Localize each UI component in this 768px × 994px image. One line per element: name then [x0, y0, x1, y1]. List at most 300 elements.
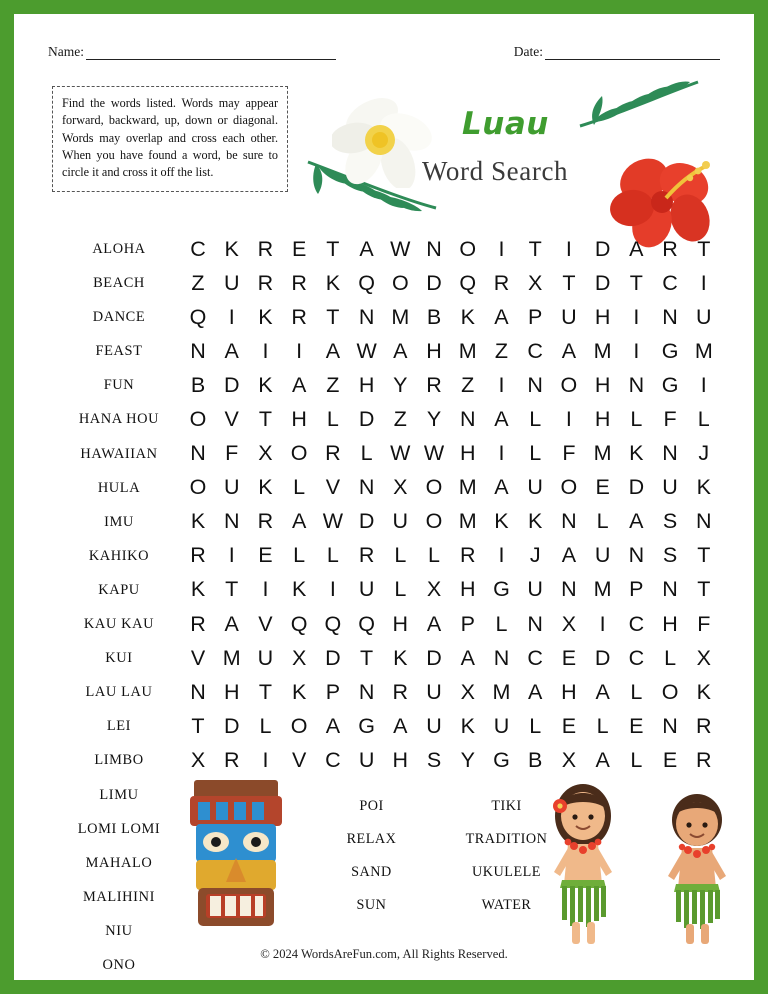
grid-row — [182, 266, 720, 300]
grid-cell[interactable]: A — [595, 679, 610, 704]
grid-cell[interactable]: U — [426, 679, 442, 704]
grid-cell[interactable]: U — [561, 304, 577, 329]
grid-cell[interactable]: T — [528, 236, 542, 261]
grid-cell[interactable]: N — [662, 713, 678, 738]
grid-cell[interactable]: X — [393, 475, 408, 500]
grid-cell[interactable]: D — [594, 270, 611, 295]
grid-cell[interactable]: A — [561, 338, 577, 363]
grid-cell[interactable]: L — [630, 747, 643, 772]
word-list-item: BEACH — [93, 275, 145, 292]
grid-cell[interactable]: E — [291, 236, 307, 261]
grid-cell[interactable]: M — [391, 304, 410, 329]
grid-cell[interactable]: L — [326, 543, 339, 568]
grid-cell[interactable]: B — [190, 372, 206, 397]
grid-cell[interactable]: E — [561, 645, 577, 670]
grid-cell[interactable]: W — [423, 441, 445, 466]
word-list-item: HANA HOU — [78, 411, 160, 428]
grid-cell[interactable]: N — [223, 509, 240, 534]
grid-cell[interactable]: B — [426, 304, 442, 329]
grid-cell[interactable]: G — [661, 338, 679, 363]
grid-cell[interactable]: T — [258, 407, 272, 432]
grid-cell[interactable]: Q — [358, 611, 375, 636]
grid-cell[interactable]: X — [561, 747, 577, 772]
grid-cell[interactable]: I — [498, 372, 505, 397]
grid-cell[interactable]: N — [662, 577, 678, 602]
name-label: Name: — [48, 44, 84, 59]
grid-cell[interactable]: I — [633, 338, 640, 363]
grid-cell[interactable]: G — [661, 372, 679, 397]
grid-cell[interactable]: N — [358, 304, 375, 329]
word-list-item: LAU LAU — [85, 684, 153, 701]
grid-cell[interactable]: I — [262, 338, 269, 363]
grid-cell[interactable]: K — [460, 304, 475, 329]
grid-cell[interactable]: N — [426, 236, 442, 261]
grid-cell[interactable]: N — [662, 304, 678, 329]
grid-cell[interactable]: K — [696, 475, 711, 500]
grid-cell[interactable]: R — [325, 441, 341, 466]
grid-cell[interactable]: T — [258, 679, 272, 704]
grid-cell[interactable]: K — [291, 577, 307, 602]
grid-cell[interactable]: H — [594, 407, 611, 432]
grid-cell[interactable]: A — [393, 713, 408, 738]
date-label: Date: — [513, 44, 543, 59]
grid-cell[interactable]: M — [593, 577, 612, 602]
grid-cell[interactable]: A — [291, 372, 307, 397]
grid-cell[interactable]: I — [262, 747, 269, 772]
grid-cell[interactable]: C — [628, 611, 645, 636]
grid-cell[interactable]: L — [293, 475, 306, 500]
grid-cell[interactable]: D — [223, 713, 240, 738]
word-list-item: KUI — [105, 650, 133, 667]
grid-cell[interactable]: D — [358, 509, 375, 534]
grid-cell[interactable]: F — [663, 407, 677, 432]
grid-cell[interactable]: U — [358, 747, 375, 772]
grid-cell[interactable]: U — [223, 270, 240, 295]
grid-cell[interactable]: N — [493, 645, 510, 670]
grid-cell[interactable]: H — [291, 407, 307, 432]
grid-cell[interactable]: B — [528, 747, 543, 772]
grid-cell[interactable]: U — [527, 475, 543, 500]
grid-cell[interactable]: K — [528, 509, 543, 534]
grid-cell[interactable]: X — [258, 441, 273, 466]
grid-cell[interactable]: O — [560, 372, 578, 397]
grid-cell[interactable]: R — [358, 543, 375, 568]
grid-cell[interactable]: F — [562, 441, 576, 466]
grid-cell[interactable]: N — [190, 338, 206, 363]
grid-cell[interactable]: R — [426, 372, 442, 397]
grid-cell[interactable]: R — [257, 270, 274, 295]
grid-cell[interactable]: V — [258, 611, 273, 636]
grid-cell[interactable]: N — [696, 509, 712, 534]
grid-cell[interactable]: O — [560, 475, 578, 500]
grid-cell[interactable]: I — [228, 543, 235, 568]
grid-cell[interactable]: H — [594, 372, 611, 397]
bottom-word-column-1 — [314, 790, 429, 922]
grid-cell[interactable]: D — [594, 236, 611, 261]
grid-cell[interactable]: Y — [426, 407, 442, 432]
grid-cell[interactable]: T — [360, 645, 374, 670]
grid-cell[interactable]: L — [596, 713, 609, 738]
grid-cell[interactable]: N — [190, 679, 206, 704]
word-list-item: HAWAIIAN — [80, 445, 158, 462]
grid-cell[interactable]: Z — [393, 407, 407, 432]
grid-cell[interactable]: Z — [326, 372, 340, 397]
grid-cell[interactable]: X — [291, 645, 307, 670]
grid-cell[interactable]: A — [595, 747, 610, 772]
grid-cell[interactable]: M — [593, 441, 612, 466]
grid-cell[interactable]: R — [696, 713, 712, 738]
grid-row — [182, 573, 720, 607]
grid-cell[interactable]: L — [394, 543, 407, 568]
grid-cell[interactable]: K — [629, 441, 644, 466]
grid-cell[interactable]: I — [565, 407, 572, 432]
grid-cell[interactable]: E — [258, 543, 273, 568]
grid-cell[interactable]: A — [224, 338, 239, 363]
grid-cell[interactable]: X — [561, 611, 577, 636]
grid-cell[interactable]: Q — [189, 304, 207, 329]
grid-cell[interactable]: L — [529, 713, 542, 738]
grid-cell[interactable]: T — [326, 304, 340, 329]
grid-cell[interactable]: L — [394, 577, 407, 602]
grid-cell[interactable]: X — [426, 577, 442, 602]
grid-cell[interactable]: Q — [358, 270, 375, 295]
grid-cell[interactable]: U — [257, 645, 274, 670]
grid-cell[interactable]: L — [529, 441, 542, 466]
grid-cell[interactable]: F — [697, 611, 711, 636]
grid-cell[interactable]: R — [696, 747, 712, 772]
grid-cell[interactable]: M — [593, 338, 612, 363]
grid-row — [182, 437, 720, 471]
grid-cell[interactable]: L — [529, 407, 542, 432]
grid-cell[interactable]: A — [494, 475, 509, 500]
grid-cell[interactable]: G — [493, 577, 510, 602]
grid-cell[interactable]: E — [629, 713, 644, 738]
grid-cell[interactable]: R — [190, 611, 206, 636]
grid-cell[interactable]: N — [561, 509, 577, 534]
grid-row — [182, 402, 720, 436]
grid-cell[interactable]: H — [561, 679, 577, 704]
grid-cell[interactable]: S — [662, 543, 678, 568]
grid-cell[interactable]: M — [694, 338, 713, 363]
grid-cell[interactable]: W — [356, 338, 377, 363]
grid-cell[interactable]: U — [426, 713, 442, 738]
grid-cell[interactable]: N — [628, 543, 645, 568]
grid-cell[interactable]: H — [459, 441, 476, 466]
grid-cell[interactable]: K — [190, 509, 206, 534]
grid-cell[interactable]: A — [629, 236, 644, 261]
name-field[interactable] — [48, 44, 336, 60]
grid-cell[interactable]: E — [595, 475, 610, 500]
grid-cell[interactable]: T — [225, 577, 239, 602]
grid-cell[interactable]: I — [498, 441, 505, 466]
grid-cell[interactable]: R — [459, 543, 476, 568]
grid-cell[interactable]: N — [459, 407, 476, 432]
grid-cell[interactable]: D — [358, 407, 375, 432]
grid-cell[interactable]: N — [662, 441, 678, 466]
instructions-box: Find the words listed. Words may appear forward, backward, up, down or diagonal. Words may overlap and cross each other. When you have found a word, be sure to circle it and cross it off the list. — [52, 86, 288, 192]
grid-cell[interactable]: W — [322, 509, 344, 534]
word-list-item: DANCE — [92, 309, 146, 326]
grid-cell[interactable]: M — [492, 679, 511, 704]
grid-cell[interactable]: A — [325, 338, 341, 363]
grid-cell[interactable]: A — [426, 611, 442, 636]
grid-cell[interactable]: M — [458, 509, 477, 534]
grid-cell[interactable]: M — [458, 475, 477, 500]
grid-cell[interactable]: U — [392, 509, 409, 534]
grid-cell[interactable]: A — [224, 611, 239, 636]
grid-cell[interactable]: U — [223, 475, 240, 500]
grid-cell[interactable]: D — [426, 270, 442, 295]
grid-cell[interactable]: H — [459, 577, 476, 602]
grid-cell[interactable]: C — [325, 747, 341, 772]
grid-cell[interactable]: H — [223, 679, 240, 704]
grid-cell[interactable]: R — [223, 747, 240, 772]
grid-cell[interactable]: U — [493, 713, 510, 738]
grid-cell[interactable]: L — [326, 407, 339, 432]
grid-cell[interactable]: I — [565, 236, 572, 261]
word-list-item: KAHIKO — [88, 547, 150, 564]
grid-cell[interactable]: A — [359, 236, 374, 261]
worksheet-sheet — [14, 14, 754, 980]
grid-cell[interactable]: O — [189, 475, 207, 500]
grid-cell[interactable]: C — [190, 236, 206, 261]
grid-cell[interactable]: C — [662, 270, 678, 295]
grid-cell[interactable]: R — [291, 304, 307, 329]
word-list-item: UKULELE — [472, 864, 541, 880]
grid-cell[interactable]: Z — [494, 338, 509, 363]
grid-cell[interactable]: U — [662, 475, 678, 500]
grid-cell[interactable]: N — [527, 611, 543, 636]
grid-cell[interactable]: D — [426, 645, 442, 670]
grid-cell[interactable]: P — [325, 679, 341, 704]
grid-cell[interactable]: K — [393, 645, 408, 670]
grid-cell[interactable]: S — [662, 509, 678, 534]
grid-cell[interactable]: O — [459, 236, 477, 261]
word-list — [48, 232, 190, 980]
grid-cell[interactable]: Z — [461, 372, 475, 397]
grid-cell[interactable]: V — [325, 475, 341, 500]
grid-cell[interactable]: R — [392, 679, 409, 704]
grid-cell[interactable]: K — [460, 713, 475, 738]
grid-cell[interactable]: X — [696, 645, 711, 670]
grid-row — [182, 368, 720, 402]
grid-row — [182, 675, 720, 709]
grid-cell[interactable]: U — [696, 304, 712, 329]
grid-cell[interactable]: T — [697, 236, 711, 261]
grid-cell[interactable]: T — [697, 577, 711, 602]
grid-cell[interactable]: Q — [459, 270, 477, 295]
grid-cell[interactable]: K — [258, 372, 273, 397]
grid-cell[interactable]: T — [697, 543, 711, 568]
grid-cell[interactable]: E — [662, 747, 678, 772]
grid-cell[interactable]: R — [257, 236, 274, 261]
grid-cell[interactable]: N — [358, 475, 375, 500]
grid-row — [182, 539, 720, 573]
grid-cell[interactable]: R — [291, 270, 307, 295]
word-list-item: HULA — [97, 479, 141, 496]
grid-cell[interactable]: L — [596, 509, 609, 534]
grid-cell[interactable]: A — [528, 679, 543, 704]
grid-cell[interactable]: I — [700, 270, 707, 295]
grid-cell[interactable]: G — [358, 713, 375, 738]
grid-cell[interactable]: K — [190, 577, 206, 602]
grid-cell[interactable]: H — [426, 338, 442, 363]
grid-cell[interactable]: P — [528, 304, 543, 329]
grid-cell[interactable]: K — [325, 270, 341, 295]
grid-cell[interactable]: Z — [191, 270, 205, 295]
word-list-item: ALOHA — [92, 241, 146, 257]
grid-row — [182, 300, 720, 334]
grid-cell[interactable]: T — [562, 270, 576, 295]
grid-cell[interactable]: V — [224, 407, 239, 432]
grid-cell[interactable]: W — [390, 441, 411, 466]
date-field[interactable] — [514, 44, 720, 60]
grid-cell[interactable]: H — [392, 747, 409, 772]
grid-cell[interactable]: H — [594, 304, 611, 329]
grid-cell[interactable]: C — [527, 338, 543, 363]
grid-cell[interactable]: R — [190, 543, 206, 568]
grid-cell[interactable]: L — [495, 611, 508, 636]
grid-cell[interactable]: C — [628, 645, 645, 670]
grid-cell[interactable]: U — [594, 543, 611, 568]
grid-cell[interactable]: A — [291, 509, 307, 534]
grid-cell[interactable]: J — [698, 441, 710, 466]
grid-cell[interactable]: N — [358, 679, 375, 704]
grid-cell[interactable]: I — [700, 372, 707, 397]
grid-cell[interactable]: P — [629, 577, 644, 602]
grid-cell[interactable]: I — [498, 236, 505, 261]
grid-cell[interactable]: H — [662, 611, 678, 636]
grid-cell[interactable]: K — [696, 679, 711, 704]
grid-cell[interactable]: D — [628, 475, 645, 500]
grid-cell[interactable]: O — [290, 713, 308, 738]
palm-leaf-icon — [574, 76, 704, 136]
grid-row — [182, 471, 720, 505]
grid-cell[interactable]: L — [428, 543, 441, 568]
word-list-item: ONO — [102, 956, 136, 973]
grid-row — [182, 505, 720, 539]
word-list-item: SAND — [351, 864, 392, 880]
grid-cell[interactable]: I — [599, 611, 606, 636]
grid-cell[interactable]: A — [629, 509, 644, 534]
grid-cell[interactable]: I — [633, 304, 640, 329]
name-input-line[interactable] — [86, 48, 336, 60]
grid-cell[interactable]: X — [528, 270, 543, 295]
grid-cell[interactable]: I — [329, 577, 336, 602]
grid-cell[interactable]: M — [222, 645, 241, 670]
grid-cell[interactable]: X — [190, 747, 206, 772]
grid-cell[interactable]: V — [190, 645, 206, 670]
grid-cell[interactable]: N — [190, 441, 206, 466]
word-list-item: KAU KAU — [83, 616, 155, 633]
word-list-item: NIU — [105, 922, 133, 939]
grid-cell[interactable]: R — [662, 236, 678, 261]
grid-cell[interactable]: N — [561, 577, 577, 602]
grid-cell[interactable]: A — [460, 645, 475, 670]
grid-cell[interactable]: I — [228, 304, 235, 329]
grid-cell[interactable]: O — [189, 407, 207, 432]
grid-cell[interactable]: I — [296, 338, 303, 363]
grid-cell[interactable]: R — [257, 509, 274, 534]
grid-cell[interactable]: K — [291, 679, 307, 704]
grid-row — [182, 743, 720, 777]
grid-cell[interactable]: X — [460, 679, 475, 704]
grid-cell[interactable]: I — [498, 543, 505, 568]
grid-cell[interactable]: D — [594, 645, 611, 670]
grid-cell[interactable]: Y — [393, 372, 408, 397]
grid-cell[interactable]: D — [223, 372, 240, 397]
grid-cell[interactable]: E — [561, 713, 577, 738]
grid-cell[interactable]: O — [290, 441, 308, 466]
grid-cell[interactable]: H — [392, 611, 409, 636]
grid-cell[interactable]: K — [224, 236, 239, 261]
grid-cell[interactable]: P — [460, 611, 475, 636]
word-list-item: TRADITION — [465, 831, 548, 847]
grid-cell[interactable]: J — [529, 543, 541, 568]
grid-cell[interactable]: T — [191, 713, 205, 738]
word-list-item: LOMI LOMI — [77, 820, 161, 837]
grid-cell[interactable]: K — [258, 304, 273, 329]
grid-cell[interactable]: U — [527, 577, 543, 602]
grid-cell[interactable]: N — [628, 372, 645, 397]
grid-cell[interactable]: L — [630, 679, 643, 704]
grid-cell[interactable]: W — [390, 236, 411, 261]
grid-cell[interactable]: A — [325, 713, 341, 738]
grid-cell[interactable]: D — [325, 645, 341, 670]
grid-cell[interactable]: Q — [324, 611, 342, 636]
grid-cell[interactable]: K — [494, 509, 509, 534]
grid-cell[interactable]: T — [326, 236, 340, 261]
grid-cell[interactable]: A — [494, 304, 509, 329]
grid-row — [182, 334, 720, 368]
grid-cell[interactable]: O — [661, 679, 679, 704]
grid-cell[interactable]: V — [291, 747, 307, 772]
plumeria-flower-icon — [332, 92, 442, 188]
grid-cell[interactable]: T — [629, 270, 643, 295]
grid-cell[interactable]: L — [259, 713, 272, 738]
grid-cell[interactable]: C — [527, 645, 543, 670]
grid-cell[interactable]: N — [527, 372, 543, 397]
grid-cell[interactable]: I — [262, 577, 269, 602]
grid-cell[interactable]: M — [458, 338, 477, 363]
grid-cell[interactable]: L — [293, 543, 306, 568]
grid-cell[interactable]: L — [360, 441, 373, 466]
grid-cell[interactable]: U — [358, 577, 375, 602]
grid-cell[interactable]: O — [391, 270, 409, 295]
hula-boy-illustration — [650, 784, 744, 948]
grid-cell[interactable]: A — [561, 543, 577, 568]
grid-cell[interactable]: O — [425, 509, 443, 534]
hula-girl-illustration — [534, 776, 632, 948]
grid-cell[interactable]: F — [225, 441, 239, 466]
grid-cell[interactable]: L — [697, 407, 710, 432]
grid-cell[interactable]: Y — [460, 747, 475, 772]
grid-cell[interactable]: R — [493, 270, 510, 295]
grid-cell[interactable]: G — [493, 747, 510, 772]
grid-cell[interactable]: Q — [290, 611, 308, 636]
grid-cell[interactable]: A — [393, 338, 408, 363]
grid-cell[interactable]: L — [664, 645, 677, 670]
grid-cell[interactable]: A — [494, 407, 509, 432]
word-list-item: KAPU — [98, 581, 140, 598]
grid-cell[interactable]: H — [358, 372, 375, 397]
date-input-line[interactable] — [545, 48, 720, 60]
grid-cell[interactable]: K — [258, 475, 273, 500]
grid-cell[interactable]: S — [426, 747, 442, 772]
grid-cell[interactable]: L — [630, 407, 643, 432]
grid-cell[interactable]: O — [425, 475, 443, 500]
copyright-footer: © 2024 WordsAreFun.com, All Rights Reserved. — [260, 947, 508, 961]
